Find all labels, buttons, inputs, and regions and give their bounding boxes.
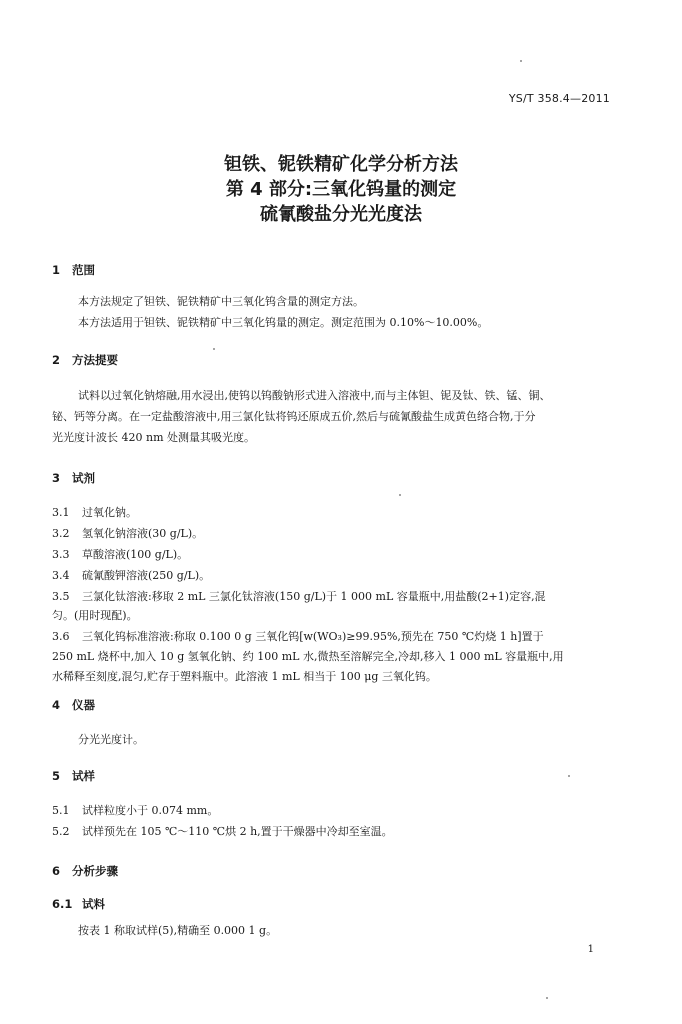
item-number: 3.5 — [52, 590, 70, 603]
item-number: 3.4 — [52, 569, 70, 582]
section-title: 方法提要 — [72, 353, 118, 367]
list-item — [52, 822, 393, 842]
paragraph: 本方法适用于钽铁、铌铁精矿中三氧化钨量的测定。测定范围为 0.10%～10.00%。 — [78, 316, 489, 329]
page-number: 1 — [587, 944, 594, 955]
item-number: 5.2 — [52, 825, 70, 838]
scan-speck — [520, 60, 522, 62]
section-title: 试剂 — [72, 471, 95, 485]
item-text: 氢氧化钠溶液(30 g/L)。 — [82, 527, 204, 540]
paragraph: 按表 1 称取试样(5),精确至 0.000 1 g。 — [78, 924, 278, 937]
section-number: 6 — [52, 864, 61, 878]
item-text: 过氧化钠。 — [82, 506, 137, 519]
section-2-heading — [52, 352, 118, 368]
document-title-line-3: 硫氰酸盐分光光度法 — [260, 204, 422, 225]
item-number: 3.3 — [52, 548, 70, 561]
section-title: 试样 — [72, 769, 95, 783]
item-text: 试样粒度小于 0.074 mm。 — [82, 804, 219, 817]
section-title: 仪器 — [72, 698, 95, 712]
paragraph-line: 光光度计波长 420 nm 处测量其吸光度。 — [52, 431, 255, 444]
document-title-line-2: 第 4 部分:三氧化钨量的测定 — [225, 179, 457, 200]
list-item — [52, 587, 546, 607]
item-text: 三氯化钛溶液:移取 2 mL 三氯化钛溶液(150 g/L)于 1 000 mL 容量瓶中,用盐酸(2+1)定容,混 — [82, 590, 546, 603]
item-text: 硫氰酸钾溶液(250 g/L)。 — [82, 569, 211, 582]
list-item — [52, 503, 137, 523]
section-1-heading — [52, 262, 95, 278]
list-item — [52, 801, 218, 821]
scan-speck — [546, 997, 548, 999]
item-text: 草酸溶液(100 g/L)。 — [82, 548, 189, 561]
section-number: 1 — [52, 263, 61, 277]
item-text: 试样预先在 105 ℃～110 ℃烘 2 h,置于干燥器中冷却至室温。 — [82, 825, 393, 838]
scan-speck — [213, 348, 215, 350]
list-item-continuation: 水稀释至刻度,混匀,贮存于塑料瓶中。此溶液 1 mL 相当于 100 μg 三氧化钨。 — [52, 670, 437, 683]
section-number: 2 — [52, 353, 61, 367]
subsection-title: 试料 — [82, 897, 105, 911]
item-number: 5.1 — [52, 804, 70, 817]
item-text: 三氧化钨标准溶液:称取 0.100 0 g 三氧化钨[w(WO₃)≥99.95%,预先在 750 ℃灼烧 1 h]置于 — [82, 630, 544, 643]
scan-speck — [568, 775, 570, 777]
subsection-number: 6.1 — [52, 897, 73, 911]
paragraph-line: 试料以过氧化钠熔融,用水浸出,使钨以钨酸钠形式进入溶液中,而与主体钽、铌及钛、铁、锰、铜、 — [78, 389, 551, 402]
list-item-continuation: 250 mL 烧杯中,加入 10 g 氢氧化钠、约 100 mL 水,微热至溶解完全,冷却,移入 1 000 mL 容量瓶中,用 — [52, 650, 564, 663]
paragraph-line: 铋、钙等分离。在一定盐酸溶液中,用三氯化钛将钨还原成五价,然后与硫氰酸盐生成黄色络合物,于分 — [52, 410, 536, 423]
subsection-heading — [52, 896, 105, 912]
section-4-heading — [52, 697, 95, 713]
document-title-line-1: 钽铁、铌铁精矿化学分析方法 — [224, 154, 458, 175]
section-number: 3 — [52, 471, 61, 485]
item-number: 3.6 — [52, 630, 70, 643]
section-5-heading — [52, 768, 95, 784]
section-number: 4 — [52, 698, 61, 712]
paragraph: 本方法规定了钽铁、铌铁精矿中三氧化钨含量的测定方法。 — [78, 295, 364, 308]
section-title: 分析步骤 — [72, 864, 118, 878]
list-item-continuation: 匀。(用时现配)。 — [52, 609, 138, 622]
scan-speck — [399, 494, 401, 496]
section-3-heading — [52, 470, 95, 486]
list-item — [52, 545, 188, 565]
paragraph: 分光光度计。 — [78, 733, 144, 746]
list-item — [52, 627, 544, 647]
item-number: 3.2 — [52, 527, 70, 540]
section-title: 范围 — [72, 263, 95, 277]
standard-code: YS/T 358.4—2011 — [508, 92, 610, 105]
item-number: 3.1 — [52, 506, 70, 519]
list-item — [52, 524, 203, 544]
section-number: 5 — [52, 769, 61, 783]
list-item — [52, 566, 210, 586]
section-6-heading — [52, 863, 118, 879]
